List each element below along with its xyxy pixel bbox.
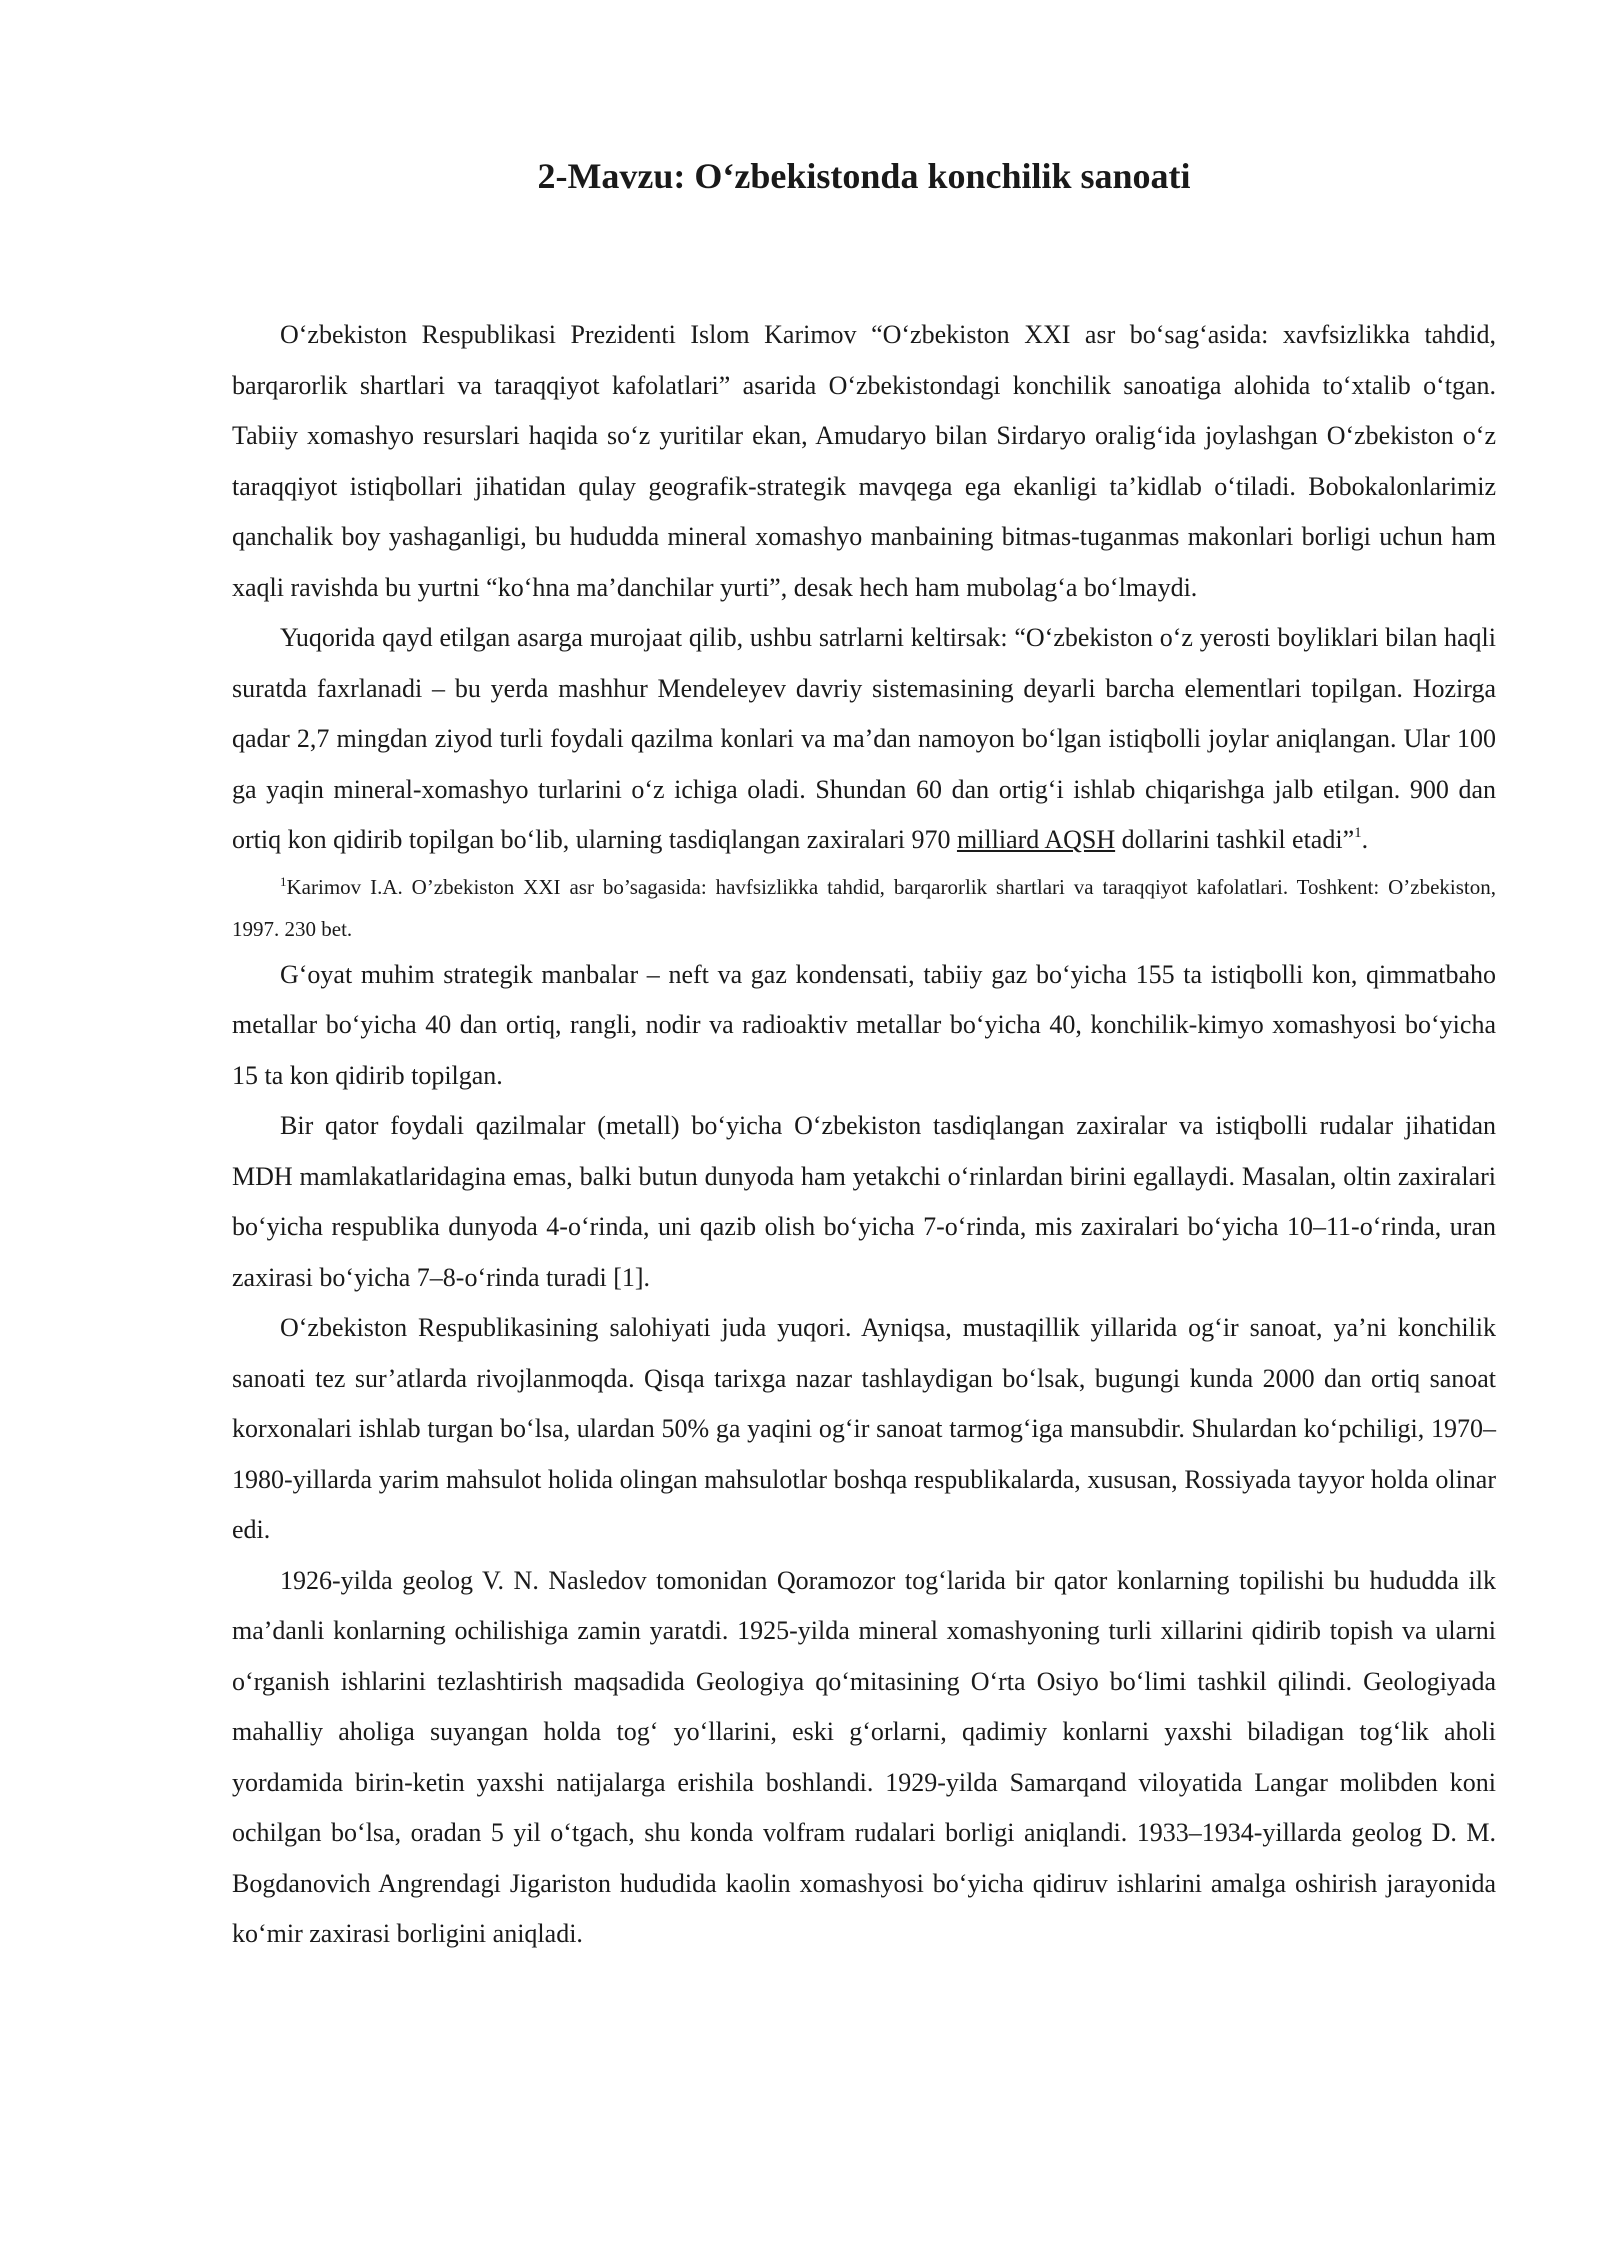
paragraph-3: G‘oyat muhim strategik manbalar – neft va gaz kondensati, tabiiy gaz bo‘yicha 155 ta istiqbolli kon, qimmatbaho metallar bo‘yicha 40 dan ortiq, rangli, nodir va radioaktiv metallar bo‘yicha 40, konchilik-kimyo xomashyosi bo‘yicha 15 ta kon qidirib topilgan.	[232, 959, 1496, 1090]
paragraph-4: Bir qator foydali qazilmalar (metall) bo‘yicha O‘zbekiston tasdiqlangan zaxiralar va istiqbolli rudalar jihatidan MDH mamlakatlaridagina emas, balki butun dunyoda ham yetakchi o‘rinlardan birini egallaydi. Masalan, oltin zaxiralari bo‘yicha respublika dunyoda 4-o‘rinda, uni qazib olish bo‘yicha 7-o‘rinda, mis zaxiralari bo‘yicha 10–11-o‘rinda, uran zaxirasi bo‘yicha 7–8-o‘rinda turadi [1].	[232, 1111, 1496, 1292]
paragraph-2-text-before: Yuqorida qayd etilgan asarga murojaat qilib, ushbu satrlarni keltirsak: “O‘zbekiston o‘z yerosti boyliklari bilan haqli suratda faxrlanadi – bu yerda mashhur Mendeleyev davriy sistemasining deyarli barcha elementlari topilgan. Hozirga qadar 2,7 mingdan ziyod turli foydali qazilma konlari va ma’dan namoyon bo‘lgan istiqbolli joylar aniqlangan. Ular 100 ga yaqin mineral-xomashyo turlarini o‘z ichiga oladi. Shundan 60 dan ortig‘i ishlab chiqarishga jalb etilgan. 900 dan ortiq kon qidirib topilgan bo‘lib, ularning tasdiqlangan zaxiralari 970	[232, 623, 1496, 854]
footnote-text: Karimov I.A. O’zbekiston XXI asr bo’sagasida: havfsizlikka tahdid, barqarorlik shartlari va taraqqiyot kafolatlari. Toshkent: O’zbekiston, 1997. 230 bet.	[232, 874, 1496, 941]
document-page	[232, 0, 1496, 1960]
paragraph-5: O‘zbekiston Respublikasining salohiyati juda yuqori. Ayniqsa, mustaqillik yillarida og‘ir sanoat, ya’ni konchilik sanoati tez sur’atlarda rivojlanmoqda. Qisqa tarixga nazar tashlaydigan bo‘lsak, bugungi kunda 2000 dan ortiq sanoat korxonalari ishlab turgan bo‘lsa, ulardan 50% ga yaqini og‘ir sanoat tarmog‘iga mansubdir. Shulardan ko‘pchiligi, 1970–1980-yillarda yarim mahsulot holida olingan mahsulotlar boshqa respublikalarda, xususan, Rossiyada tayyor holda olinar edi.	[232, 1313, 1496, 1544]
footnote	[232, 866, 1496, 950]
underlined-phrase: milliard AQSH	[956, 825, 1116, 854]
document-title: 2-Mavzu: O‘zbekistonda konchilik sanoati	[537, 156, 1191, 196]
footnote-reference[interactable]: 1	[1354, 825, 1362, 841]
document-body	[232, 310, 1496, 1960]
paragraph-1: O‘zbekiston Respublikasi Prezidenti Islom Karimov “O‘zbekiston XXI asr bo‘sag‘asida: xavfsizlikka tahdid, barqarorlik shartlari va taraqqiyot kafolatlari” asarida O‘zbekistondagi konchilik sanoatiga alohida to‘xtalib o‘tgan. Tabiiy xomashyo resurslari haqida so‘z yuritilar ekan, Amudaryo bilan Sirdaryo oralig‘ida joylashgan O‘zbekiston o‘z taraqqiyot istiqbollari jihatidan qulay geografik-strategik mavqega ega ekanligi ta’kidlab o‘tiladi. Bobokalonlarimiz qanchalik boy yashaganligi, bu hududda mineral xomashyo manbaining bitmas-tuganmas makonlari borligi uchun ham xaqli ravishda bu yurtni “ko‘hna ma’danchilar yurti”, desak hech ham mubolag‘a bo‘lmaydi.	[232, 320, 1496, 602]
paragraph-2	[232, 613, 1496, 866]
paragraph-2-end: .	[1361, 825, 1369, 854]
paragraph-2-text-after: dollarini tashkil etadi”	[1115, 825, 1355, 854]
footnote-mark: 1	[280, 873, 287, 889]
paragraph-6: 1926-yilda geolog V. N. Nasledov tomonidan Qoramozor tog‘larida bir qator konlarning topilishi bu hududda ilk ma’danli konlarning ochilishiga zamin yaratdi. 1925-yilda mineral xomashyoning turli xillarini qidirib topish va ularni o‘rganish ishlarini tezlashtirish maqsadida Geologiya qo‘mitasining O‘rta Osiyo bo‘limi tashkil qilindi. Geologiyada mahalliy aholiga suyangan holda tog‘ yo‘llarini, eski g‘orlarni, qadimiy konlarni yaxshi biladigan tog‘lik aholi yordamida birin-ketin yaxshi natijalarga erishila boshlandi. 1929-yilda Samarqand viloyatida Langar molibden koni ochilgan bo‘lsa, oradan 5 yil o‘tgach, shu konda volfram rudalari borligi aniqlandi. 1933–1934-yillarda geolog D. M. Bogdanovich Angrendagi Jigariston hududida kaolin xomashyosi bo‘yicha qidiruv ishlarini amalga oshirish jarayonida ko‘mir zaxirasi borligini aniqladi.	[232, 1565, 1496, 1948]
